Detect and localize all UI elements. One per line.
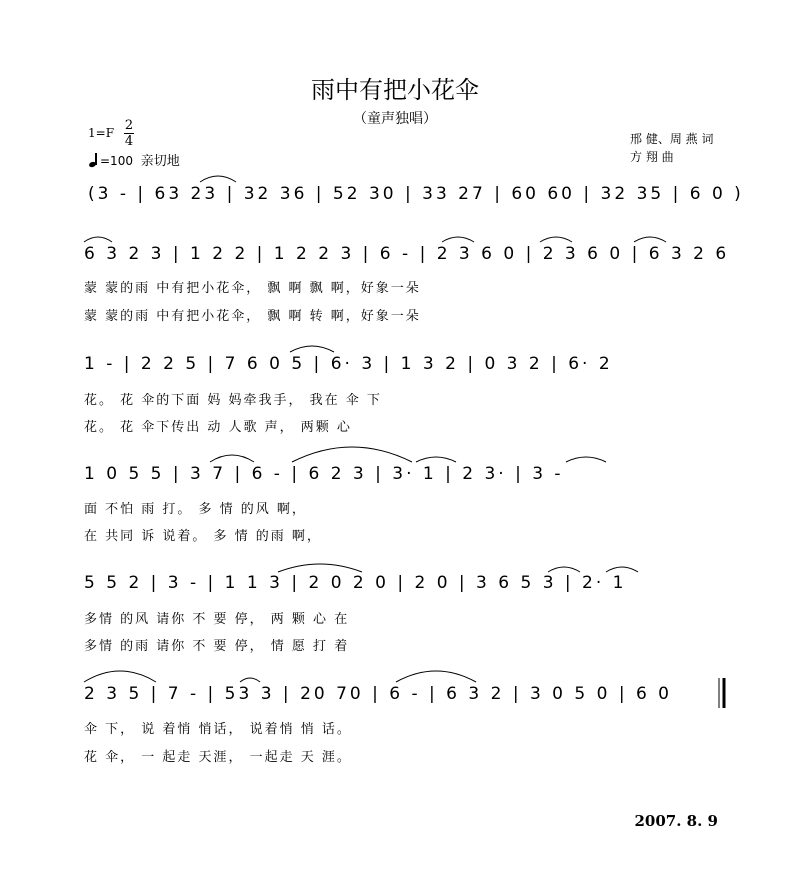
tempo-expression: 亲切地 xyxy=(140,154,180,169)
lyric-line-6-verse-1: 伞 下， 说 着悄 悄话， 说着悄 悄 话。 xyxy=(84,722,352,737)
slur xyxy=(442,237,474,242)
slur xyxy=(84,237,112,242)
slur xyxy=(396,671,476,682)
slur xyxy=(416,457,456,462)
score-line-1: (3 - | 63 23 | 32 36 | 52 30 | 33 27 | 60 60 | 32 35 | 6 0 ) xyxy=(88,184,744,204)
slur xyxy=(210,455,254,462)
slur xyxy=(548,567,580,572)
lyric-line-4-verse-2: 在 共同 诉 说着。 多 情 的雨 啊， xyxy=(84,529,322,544)
tempo-value: =100 xyxy=(100,154,133,168)
score-line-5: 5 5 2 | 3 - | 1 1 3 | 2 0 2 0 | 2 0 | 3 6 5 3 | 2· 1 xyxy=(84,573,627,593)
lyric-line-3-verse-2: 花。 花 伞下传出 动 人歌 声， 两颗 心 xyxy=(84,420,352,435)
slur xyxy=(540,237,572,242)
slur xyxy=(278,564,362,572)
lyric-line-6-verse-2: 花 伞， 一 起走 天涯， 一起走 天 涯。 xyxy=(84,750,352,765)
date-stamp: 2007. 8. 9 xyxy=(634,812,718,830)
key-signature: 1=F xyxy=(88,126,115,140)
song-title: 雨中有把小花伞 xyxy=(311,76,479,104)
slur xyxy=(240,678,260,682)
time-signature-bottom: 4 xyxy=(124,134,134,149)
time-signature-top: 2 xyxy=(124,118,134,133)
lyric-line-5-verse-2: 多情 的雨 请你 不 要 停， 情 愿 打 着 xyxy=(84,639,350,654)
lyric-line-3-verse-1: 花。 花 伞的下面 妈 妈牵我手， 我在 伞 下 xyxy=(84,393,382,408)
slur xyxy=(292,447,412,462)
lyric-line-5-verse-1: 多情 的风 请你 不 要 停， 两 颗 心 在 xyxy=(84,612,350,627)
composer-credit: 方 翔 曲 xyxy=(630,150,674,164)
score-line-4: 1 0 5 5 | 3 7 | 6 - | 6 2 3 | 3· 1 | 2 3· | 3 - xyxy=(84,464,564,484)
slur xyxy=(290,346,334,352)
slur xyxy=(606,567,638,572)
score-line-6: 2 3 5 | 7 - | 53 3 | 20 70 | 6 - | 6 3 2 | 3 0 5 0 | 6 0 xyxy=(84,684,672,704)
slur xyxy=(84,671,156,682)
slur xyxy=(566,457,606,462)
score-line-3: 1 - | 2 2 5 | 7 6 0 5 | 6· 3 | 1 3 2 | 0 3 2 | 6· 2 xyxy=(84,354,613,374)
lyric-line-4-verse-1: 面 不怕 雨 打。 多 情 的风 啊， xyxy=(84,502,307,517)
slur xyxy=(634,237,666,242)
lyricist-credit: 邢 健、周 燕 词 xyxy=(630,132,714,146)
slur xyxy=(200,176,236,182)
lyric-line-2-verse-2: 蒙 蒙的雨 中有把小花伞， 飘 啊 转 啊，好象一朵 xyxy=(84,309,421,324)
song-subtitle: （童声独唱） xyxy=(353,111,437,127)
score-line-2: 6 3 2 3 | 1 2 2 | 1 2 2 3 | 6 - | 2 3 6 0 | 2 3 6 0 | 6 3 2 6 xyxy=(84,244,730,264)
lyric-line-2-verse-1: 蒙 蒙的雨 中有把小花伞， 飘 啊 飘 啊，好象一朵 xyxy=(84,281,421,296)
